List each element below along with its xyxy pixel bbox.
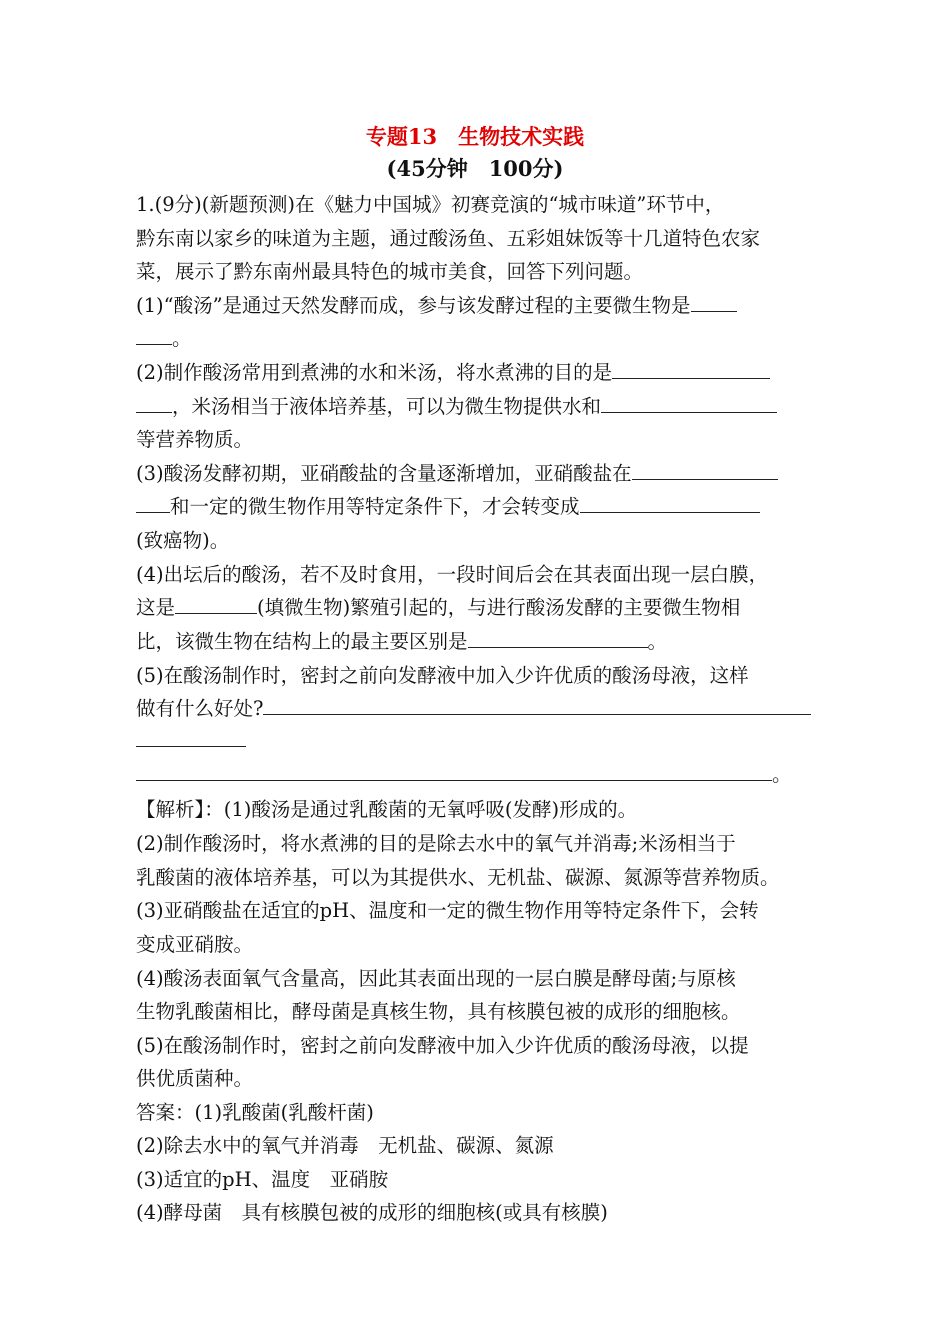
answer-blank[interactable] (136, 394, 172, 413)
analysis-line-4: (3)亚硝酸盐在适宜的pH、温度和一定的微生物作用等特定条件下，会转 (136, 899, 759, 922)
subquestion-3-middle: 和一定的微生物作用等特定条件下，才会转变成 (170, 495, 580, 518)
subquestion-5-text: 做有什么好处? (136, 697, 264, 720)
subquestion-1-end: 。 (172, 327, 192, 350)
analysis-line-1: 【解析】：(1)酸汤是通过乳酸菌的无氧呼吸(发酵)形成的。 (136, 798, 638, 821)
document-subtitle: (45分钟 100分) (386, 156, 564, 181)
answer-blank[interactable] (136, 326, 172, 345)
question-stem-line-1: 1.(9分)(新题预测)在《魅力中国城》初赛竞演的“城市味道”环节中， (136, 193, 725, 216)
subquestion-5-line-3 (136, 728, 246, 754)
subquestion-4-line-2 (136, 595, 740, 621)
answer-blank[interactable] (632, 461, 778, 480)
analysis-line-6: (4)酸汤表面氧气含量高，因此其表面出现的一层白膜是酵母菌;与原核 (136, 967, 736, 990)
answer-blank[interactable] (136, 762, 772, 781)
question-stem-line-2: 黔东南以家乡的味道为主题，通过酸汤鱼、五彩姐妹饭等十几道特色农家 (136, 227, 761, 250)
subquestion-3-line-3: (致癌物)。 (136, 529, 230, 552)
answer-blank[interactable] (580, 494, 760, 513)
answer-blank[interactable] (691, 293, 737, 312)
subquestion-5-end: 。 (772, 763, 792, 786)
answer-blank[interactable] (136, 494, 170, 513)
analysis-line-8: (5)在酸汤制作时，密封之前向发酵液中加入少许优质的酸汤母液，以提 (136, 1034, 749, 1057)
analysis-line-2: (2)制作酸汤时，将水煮沸的目的是除去水中的氧气并消毒;米汤相当于 (136, 832, 736, 855)
answer-blank[interactable] (175, 595, 257, 614)
subquestion-4-text-2: 比，该微生物在结构上的最主要区别是 (136, 630, 468, 653)
answer-blank[interactable] (601, 394, 777, 413)
subquestion-2-text: (2)制作酸汤常用到煮沸的水和米汤，将水煮沸的目的是 (136, 361, 613, 384)
subquestion-3-line-2 (136, 494, 760, 520)
analysis-line-3: 乳酸菌的液体培养基，可以为其提供水、无机盐、碳源、氮源等营养物质。 (136, 866, 780, 889)
document-title: 专题13 生物技术实践 (365, 124, 585, 149)
subquestion-3-text: (3)酸汤发酵初期，亚硝酸盐的含量逐渐增加，亚硝酸盐在 (136, 462, 632, 485)
analysis-line-7: 生物乳酸菌相比，酵母菌是真核生物，具有核膜包被的成形的细胞核。 (136, 1000, 741, 1023)
subquestion-5-line-2 (136, 696, 811, 722)
question-stem-line-3: 菜，展示了黔东南州最具特色的城市美食，回答下列问题。 (136, 260, 644, 283)
subquestion-4-text: (填微生物)繁殖引起的，与进行酸汤发酵的主要微生物相 (257, 596, 741, 619)
analysis-line-5: 变成亚硝胺。 (136, 933, 254, 956)
subquestion-3-line-1 (136, 461, 778, 487)
subquestion-2-middle: ，米汤相当于液体培养基，可以为微生物提供水和 (172, 395, 602, 418)
subquestion-2-line-2 (136, 394, 777, 420)
subquestion-4-end: 。 (647, 630, 668, 653)
analysis-line-9: 供优质菌种。 (136, 1067, 254, 1090)
subquestion-1-line-2 (136, 326, 192, 352)
subquestion-4-prefix: 这是 (136, 596, 176, 619)
answer-blank[interactable] (468, 629, 648, 648)
subquestion-4-line-1: (4)出坛后的酸汤，若不及时食用，一段时间后会在其表面出现一层白膜， (136, 563, 769, 586)
subquestion-1-line-1 (136, 293, 737, 319)
answer-line-4: (4)酵母菌 具有核膜包被的成形的细胞核(或具有核膜) (136, 1201, 608, 1224)
answer-blank[interactable] (136, 728, 246, 747)
subquestion-2-line-1 (136, 360, 770, 386)
subquestion-5-line-4 (136, 762, 792, 788)
answer-line-2: (2)除去水中的氧气并消毒 无机盐、碳源、氮源 (136, 1134, 554, 1157)
subquestion-4-line-3 (136, 629, 667, 655)
subquestion-5-line-1: (5)在酸汤制作时，密封之前向发酵液中加入少许优质的酸汤母液，这样 (136, 664, 749, 687)
answer-blank[interactable] (612, 360, 770, 379)
answer-line-1: 答案：(1)乳酸菌(乳酸杆菌) (136, 1101, 374, 1124)
subquestion-1-text: (1)“酸汤”是通过天然发酵而成，参与该发酵过程的主要微生物是 (136, 294, 691, 317)
answer-blank[interactable] (263, 696, 811, 715)
subquestion-2-line-3: 等营养物质。 (136, 428, 254, 451)
answer-line-3: (3)适宜的pH、温度 亚硝胺 (136, 1168, 389, 1191)
